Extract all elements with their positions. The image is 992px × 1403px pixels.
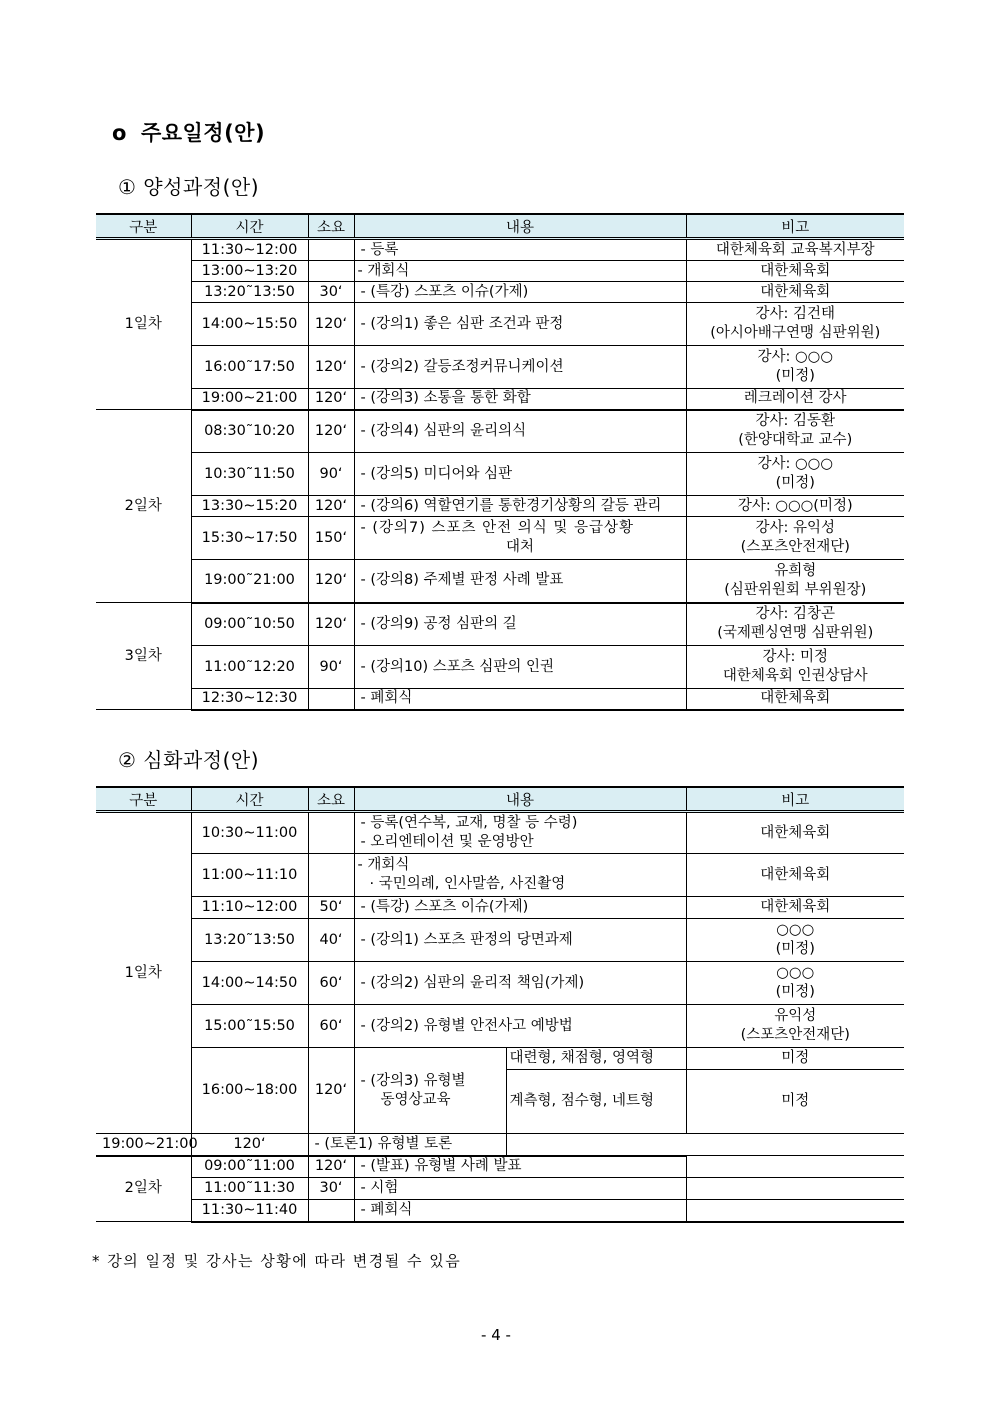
content-cell: - (강의6) 역할연기를 통한경기상황의 갈등 관리 bbox=[354, 496, 686, 517]
content-cell: - (강의1) 좋은 심판 조건과 판정 bbox=[354, 303, 686, 346]
footnote: * 강의 일정 및 강사는 상황에 따라 변경될 수 있음 bbox=[92, 1252, 462, 1270]
table-row bbox=[96, 303, 904, 346]
remarks-line: 레크레이션 강사 bbox=[743, 390, 847, 407]
day-label: 3일차 bbox=[96, 603, 191, 710]
duration-cell: 120‘ bbox=[308, 560, 354, 603]
col-header-category: 구분 bbox=[96, 787, 191, 812]
content-cell: - (발표) 유형별 사례 발표 bbox=[354, 1156, 686, 1178]
table-row bbox=[96, 282, 904, 303]
table-row bbox=[96, 1178, 904, 1200]
table-row bbox=[96, 496, 904, 517]
duration-cell bbox=[308, 1200, 354, 1222]
time-cell: 19:00˜21:00 bbox=[191, 560, 308, 603]
remarks-cell bbox=[686, 603, 904, 646]
table-row bbox=[96, 239, 904, 261]
time-cell: 12:30∼12:30 bbox=[191, 689, 308, 710]
table-row bbox=[96, 603, 904, 646]
remarks-line: 대한체육회 bbox=[760, 262, 831, 279]
time-cell: 16:00∼18:00 bbox=[191, 1048, 308, 1134]
remarks-line: 대한체육회 bbox=[760, 690, 831, 707]
time-cell: 10:30˜11:50 bbox=[191, 453, 308, 496]
time-cell: 08:30˜10:20 bbox=[191, 410, 308, 453]
remarks-line: (심판위원회 부위원장) bbox=[724, 581, 867, 598]
remarks-cell bbox=[686, 646, 904, 689]
time-cell: 09:00˜10:50 bbox=[191, 603, 308, 646]
remarks-line: (국제펜싱연맹 심판위원) bbox=[717, 625, 874, 642]
table-row bbox=[96, 1005, 904, 1048]
sub-type-cell: 대련형, 채점형, 영역형 bbox=[506, 1048, 686, 1070]
time-cell: 15:00˜15:50 bbox=[191, 1005, 308, 1048]
col-header-time: 시간 bbox=[191, 214, 308, 239]
remarks-line: (미정) bbox=[775, 941, 815, 957]
content-cell: - (강의5) 미디어와 심판 bbox=[354, 453, 686, 496]
remarks-cell: 대한체육회 bbox=[686, 854, 904, 897]
remarks-cell bbox=[506, 1134, 686, 1156]
remarks-cell bbox=[686, 1178, 904, 1200]
content-cell: - (특강) 스포츠 이슈(가제) bbox=[354, 897, 686, 919]
remarks-cell bbox=[686, 496, 904, 517]
content-cell: - (강의1) 스포츠 판정의 당면과제 bbox=[354, 919, 686, 962]
remarks-line: 강사: 김창곤 bbox=[755, 606, 836, 623]
duration-cell: 60‘ bbox=[308, 962, 354, 1005]
remarks-cell bbox=[686, 282, 904, 303]
time-cell: 09:00˜11:00 bbox=[191, 1156, 308, 1178]
duration-cell bbox=[308, 239, 354, 261]
time-cell: 14:00∼14:50 bbox=[191, 962, 308, 1005]
page-number: - 4 - bbox=[481, 1326, 511, 1344]
col-header-remarks: 비고 bbox=[686, 214, 904, 239]
duration-cell: 120‘ bbox=[308, 1156, 354, 1178]
duration-cell: 120‘ bbox=[308, 346, 354, 389]
training-schedule-table bbox=[96, 213, 904, 711]
remarks-cell bbox=[686, 1200, 904, 1222]
content-cell bbox=[354, 517, 686, 560]
day-label: 2일차 bbox=[96, 410, 191, 603]
section2-title: ② 심화과정(안) bbox=[118, 748, 259, 772]
table-row bbox=[96, 689, 904, 710]
table-row bbox=[96, 410, 904, 453]
col-header-content: 내용 bbox=[354, 787, 686, 812]
remarks-line: (스포츠안전재단) bbox=[740, 539, 850, 555]
day-label: 2일차 bbox=[96, 1156, 191, 1222]
content-cell bbox=[354, 854, 686, 897]
duration-cell bbox=[308, 812, 354, 854]
time-cell: 11:30∼11:40 bbox=[191, 1200, 308, 1222]
content-cell: - 등록 bbox=[354, 239, 686, 261]
time-cell: 13:20˜13:50 bbox=[191, 919, 308, 962]
remarks-line: 강사: ○○○ bbox=[757, 456, 833, 472]
remarks-cell bbox=[686, 689, 904, 710]
duration-cell: 30‘ bbox=[308, 282, 354, 303]
content-cell bbox=[354, 1048, 506, 1134]
content-line: - (강의3) 유형별 bbox=[360, 1072, 466, 1089]
table-row bbox=[96, 646, 904, 689]
time-cell: 19:00∼21:00 bbox=[96, 1134, 191, 1156]
time-cell: 11:10∼12:00 bbox=[191, 897, 308, 919]
time-cell: 13:30∼15:20 bbox=[191, 496, 308, 517]
duration-cell: 30‘ bbox=[308, 1178, 354, 1200]
remarks-cell bbox=[686, 453, 904, 496]
time-cell: 16:00˜17:50 bbox=[191, 346, 308, 389]
table-row bbox=[96, 812, 904, 854]
duration-cell: 120‘ bbox=[191, 1134, 308, 1156]
content-line: 대처 bbox=[505, 539, 534, 555]
duration-cell: 150‘ bbox=[308, 517, 354, 560]
content-cell: - (특강) 스포츠 이슈(가제) bbox=[354, 282, 686, 303]
duration-cell: 90‘ bbox=[308, 453, 354, 496]
remarks-line: 강사: 김동환 bbox=[755, 413, 836, 430]
table-row bbox=[96, 854, 904, 897]
table-row bbox=[96, 919, 904, 962]
remarks-cell bbox=[686, 1156, 904, 1178]
remarks-line: 대한체육회 bbox=[760, 283, 831, 300]
advanced-schedule-table bbox=[96, 786, 904, 1223]
time-cell: 11:30∼12:00 bbox=[191, 239, 308, 261]
remarks-line: 강사: 유익성 bbox=[755, 520, 836, 536]
duration-cell bbox=[308, 261, 354, 282]
time-cell: 13:20˜13:50 bbox=[191, 282, 308, 303]
remarks-line: 강사: 미정 bbox=[762, 649, 829, 665]
remarks-line: 대한체육회 교육복지부장 bbox=[715, 241, 875, 258]
table-row bbox=[96, 560, 904, 603]
remarks-cell bbox=[686, 560, 904, 603]
remarks-line: (미정) bbox=[775, 984, 815, 1000]
duration-cell: 60‘ bbox=[308, 1005, 354, 1048]
content-cell bbox=[354, 812, 686, 854]
duration-cell: 50‘ bbox=[308, 897, 354, 919]
duration-cell: 120‘ bbox=[308, 410, 354, 453]
remarks-cell: 미정 bbox=[686, 1048, 904, 1070]
content-cell: - 폐회식 bbox=[354, 689, 686, 710]
content-cell: - (강의10) 스포츠 심판의 인권 bbox=[354, 646, 686, 689]
remarks-line: (한양대학교 교수) bbox=[738, 432, 853, 449]
duration-cell: 40‘ bbox=[308, 919, 354, 962]
remarks-cell bbox=[686, 261, 904, 282]
remarks-line: 대한체육회 인권상담사 bbox=[722, 668, 868, 684]
heading-bullet: o bbox=[112, 121, 127, 145]
content-line: - 개회식 bbox=[357, 857, 410, 873]
table-row bbox=[96, 389, 904, 410]
table-row bbox=[96, 1134, 904, 1156]
sub-type-cell: 계측형, 점수형, 네트형 bbox=[506, 1070, 686, 1134]
table-row bbox=[96, 1048, 904, 1070]
content-cell: - (강의8) 주제별 판정 사례 발표 bbox=[354, 560, 686, 603]
content-line: 동영상교육 bbox=[380, 1091, 451, 1108]
remarks-line: 유익성 bbox=[774, 1008, 817, 1024]
time-cell: 11:00∼11:10 bbox=[191, 854, 308, 897]
col-header-remarks: 비고 bbox=[686, 787, 904, 812]
content-line: · 국민의례, 인사말씀, 사진촬영 bbox=[369, 876, 566, 892]
time-cell: 11:00˜11:30 bbox=[191, 1178, 308, 1200]
table-row bbox=[96, 962, 904, 1005]
day-label: 1일차 bbox=[96, 239, 191, 410]
table-row bbox=[96, 517, 904, 560]
remarks-line: (미정) bbox=[775, 475, 815, 491]
duration-cell: 120‘ bbox=[308, 303, 354, 346]
remarks-line: 강사: ○○○(미정) bbox=[737, 497, 853, 514]
content-cell: - (강의9) 공정 심판의 길 bbox=[354, 603, 686, 646]
remarks-line: ○○○ bbox=[776, 965, 815, 981]
remarks-line: (스포츠안전재단) bbox=[740, 1027, 850, 1043]
time-cell: 11:00˜12:20 bbox=[191, 646, 308, 689]
remarks-line: ○○○ bbox=[776, 922, 815, 938]
content-cell: - 시험 bbox=[354, 1178, 686, 1200]
table-row bbox=[96, 1156, 904, 1178]
time-cell: 13:00∼13:20 bbox=[191, 261, 308, 282]
remarks-cell bbox=[686, 517, 904, 560]
remarks-cell: 대한체육회 bbox=[686, 897, 904, 919]
content-cell: - 폐회식 bbox=[354, 1200, 686, 1222]
content-cell: - 개회식 bbox=[354, 261, 686, 282]
remarks-cell bbox=[686, 389, 904, 410]
remarks-cell bbox=[686, 410, 904, 453]
duration-cell bbox=[308, 854, 354, 897]
table-row bbox=[96, 453, 904, 496]
duration-cell: 120‘ bbox=[308, 603, 354, 646]
table-row bbox=[96, 261, 904, 282]
time-cell: 19:00∼21:00 bbox=[191, 389, 308, 410]
remarks-cell: 미정 bbox=[686, 1070, 904, 1134]
content-cell: - (강의4) 심판의 윤리의식 bbox=[354, 410, 686, 453]
remarks-cell bbox=[686, 303, 904, 346]
remarks-cell bbox=[686, 919, 904, 962]
remarks-cell: 대한체육회 bbox=[686, 812, 904, 854]
time-cell: 15:30∼17:50 bbox=[191, 517, 308, 560]
remarks-cell bbox=[686, 1005, 904, 1048]
col-header-time: 시간 bbox=[191, 787, 308, 812]
content-cell: - (강의2) 유형별 안전사고 예방법 bbox=[354, 1005, 686, 1048]
content-cell: - (토론1) 유형별 토론 bbox=[308, 1134, 506, 1156]
remarks-line: (아시아배구연맹 심판위원) bbox=[710, 325, 881, 341]
remarks-line: 유희형 bbox=[774, 562, 817, 579]
remarks-cell bbox=[686, 962, 904, 1005]
remarks-line: (미정) bbox=[775, 368, 815, 384]
main-heading bbox=[112, 117, 265, 147]
duration-cell: 120‘ bbox=[308, 1048, 354, 1134]
duration-cell: 90‘ bbox=[308, 646, 354, 689]
duration-cell: 120‘ bbox=[308, 389, 354, 410]
day-label: 1일차 bbox=[96, 812, 191, 1134]
duration-cell bbox=[308, 689, 354, 710]
content-cell: - (강의3) 소통을 통한 화합 bbox=[354, 389, 686, 410]
table-row bbox=[96, 346, 904, 389]
remarks-line: 강사: ○○○ bbox=[757, 349, 833, 365]
table-row bbox=[96, 1200, 904, 1222]
content-line: - (강의7) 스포츠 안전 의식 및 응급상황 bbox=[360, 520, 635, 536]
content-line: - 등록(연수복, 교재, 명찰 등 수령) bbox=[360, 815, 578, 831]
col-header-content: 내용 bbox=[354, 214, 686, 239]
time-cell: 14:00∼15:50 bbox=[191, 303, 308, 346]
remarks-cell bbox=[686, 346, 904, 389]
time-cell: 10:30∼11:00 bbox=[191, 812, 308, 854]
content-cell: - (강의2) 갈등조정커뮤니케이션 bbox=[354, 346, 686, 389]
remarks-line: 강사: 김건태 bbox=[755, 306, 836, 322]
col-header-duration: 소요 bbox=[308, 214, 354, 239]
section1-title: ① 양성과정(안) bbox=[118, 175, 259, 199]
duration-cell: 120‘ bbox=[308, 496, 354, 517]
content-cell: - (강의2) 심판의 윤리적 책임(가제) bbox=[354, 962, 686, 1005]
col-header-category: 구분 bbox=[96, 214, 191, 239]
heading-title: 주요일정(안) bbox=[140, 121, 266, 145]
content-line: - 오리엔테이션 및 운영방안 bbox=[360, 834, 534, 850]
remarks-cell bbox=[686, 239, 904, 261]
col-header-duration: 소요 bbox=[308, 787, 354, 812]
table-row bbox=[96, 897, 904, 919]
